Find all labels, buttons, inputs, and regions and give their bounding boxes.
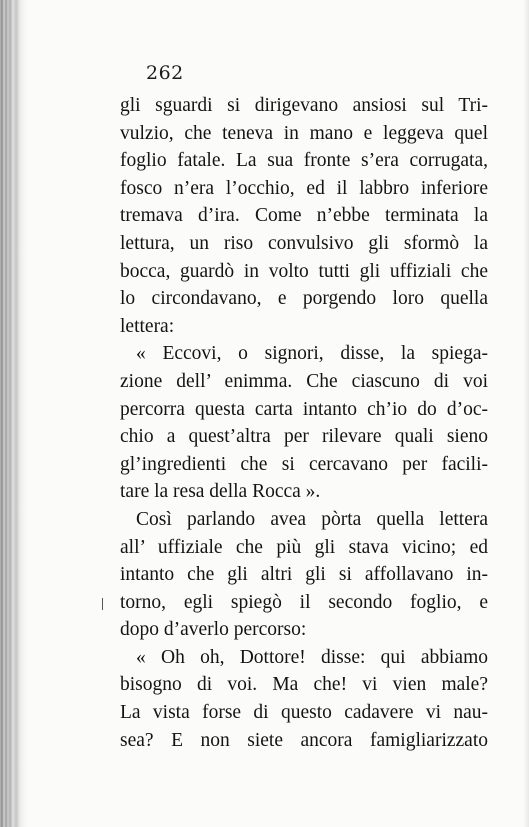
text-line: lo circondavano, e porgendo loro quella	[120, 288, 488, 310]
text-line: « Oh oh, Dottore! disse: qui abbiamo	[136, 646, 488, 668]
text-line: tremava d’ira. Come n’ebbe terminata la	[120, 205, 488, 227]
text-line: gl’ingredienti che si cercavano per facili-	[120, 453, 488, 475]
text-line: tare la resa della Rocca ».	[120, 481, 321, 503]
text-line: vulzio, che teneva in mano e leggeva quel	[120, 122, 488, 144]
page-number: 262	[146, 62, 184, 84]
text-line: chio a quest’altra per rilevare quali sieno	[120, 426, 488, 448]
text-line: « Eccovi, o signori, disse, la spiega-	[136, 343, 488, 365]
body-text	[120, 92, 488, 754]
binding-gutter	[0, 0, 28, 827]
text-line: sea? E non siete ancora famigliarizzato	[120, 729, 488, 751]
text-line: La vista forse di questo cadavere vi nau-	[120, 702, 488, 724]
text-line: gli sguardi si dirigevano ansiosi sul Tri-	[120, 95, 488, 116]
text-line: lettera:	[120, 315, 175, 337]
text-line: all’ uffiziale che più gli stava vicino; ed	[120, 536, 488, 558]
text-line: zione dell’ enimma. Che ciascuno di voi	[120, 370, 488, 392]
text-line: Così parlando avea pòrta quella lettera	[136, 508, 488, 530]
text-line: bocca, guardò in volto tutti gli uffiziali che	[120, 260, 488, 282]
text-line: bisogno di voi. Ma che! vi vien male?	[120, 674, 488, 696]
margin-mark	[102, 598, 103, 610]
text-line: dopo d’averlo percorso:	[120, 619, 307, 641]
text-line: intanto che gli altri gli si affollavano in-	[120, 564, 488, 586]
page-edge	[523, 0, 529, 827]
text-line: torno, egli spiegò il secondo foglio, e	[120, 591, 488, 613]
text-line: percorra questa carta intanto ch’io do d’oc-	[120, 398, 488, 420]
text-line: lettura, un riso convulsivo gli sformò la	[120, 232, 488, 254]
text-line: fosco n’era l’occhio, ed il labbro inferiore	[120, 177, 488, 199]
text-line: foglio fatale. La sua fronte s’era corrugata,	[120, 150, 488, 172]
